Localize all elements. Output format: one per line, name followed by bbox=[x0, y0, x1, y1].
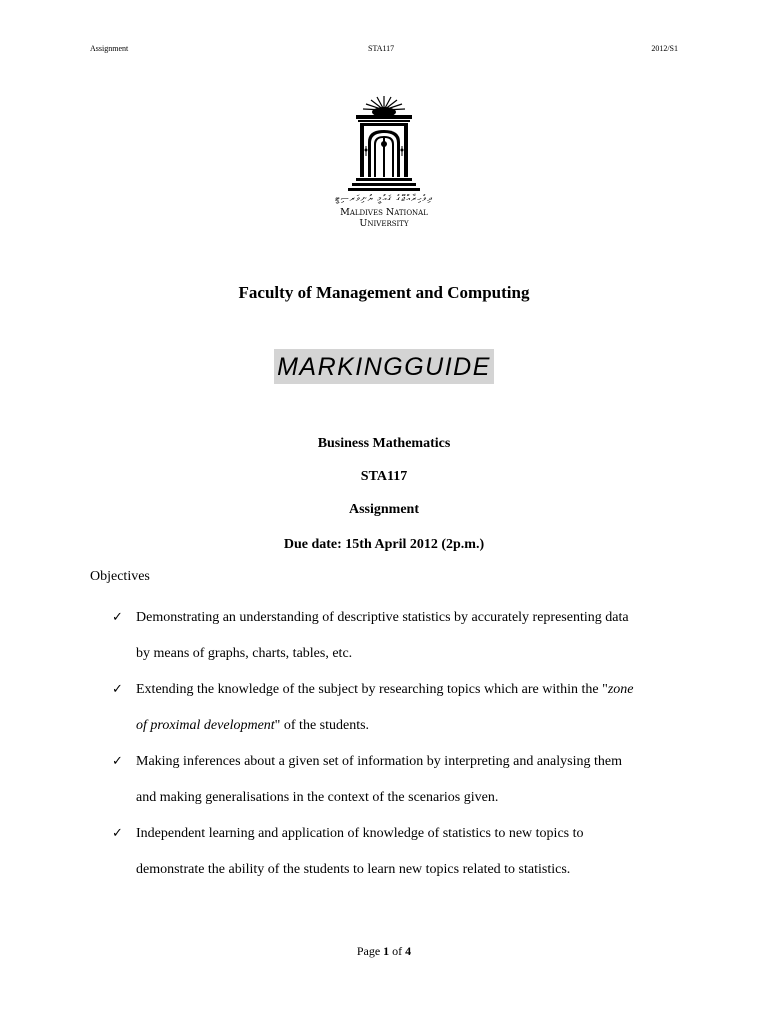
header-left: Assignment bbox=[90, 44, 129, 53]
objective-text: Extending the knowledge of the subject by researching topics which are within the " bbox=[136, 682, 608, 697]
checkmark-icon: ✓ bbox=[112, 826, 123, 841]
logo-university-name bbox=[330, 207, 438, 229]
objective-line: Independent learning and application of knowledge of statistics to new topics to bbox=[136, 826, 584, 841]
logo-dhivehi-text: ދިވެހިރާއްޖޭގެ ޤައުމީ ޔުނިވަރސިޓީ bbox=[335, 194, 433, 204]
objectives-list bbox=[112, 600, 672, 888]
objective-line: Making inferences about a given set of information by interpreting and analysing them bbox=[136, 754, 622, 769]
course-subject: Business Mathematics bbox=[317, 436, 451, 451]
objective-line: demonstrate the ability of the students to learn new topics related to statistics. bbox=[136, 862, 571, 877]
page-total: 4 bbox=[405, 944, 412, 958]
objective-line bbox=[136, 708, 672, 744]
logo-name-line2: University bbox=[359, 218, 409, 229]
objective-line bbox=[136, 672, 672, 708]
university-emblem-icon bbox=[344, 94, 424, 194]
due-date: Due date: 15th April 2012 (2p.m.) bbox=[283, 537, 485, 552]
objective-line: Demonstrating an understanding of descriptive statistics by accurately representing data bbox=[136, 610, 629, 625]
faculty-title: Faculty of Management and Computing bbox=[238, 283, 530, 302]
list-item bbox=[112, 600, 672, 672]
list-item bbox=[112, 816, 672, 888]
page-label: Page bbox=[356, 944, 381, 958]
objective-emphasis: zone bbox=[607, 682, 634, 697]
objective-text: " of the students. bbox=[274, 718, 370, 733]
university-logo bbox=[330, 94, 438, 236]
list-item bbox=[112, 672, 672, 744]
header-right: 2012/S1 bbox=[651, 44, 678, 53]
page-header bbox=[0, 44, 768, 58]
page-current: 1 bbox=[383, 944, 390, 958]
objectives-heading: Objectives bbox=[90, 569, 150, 584]
course-code: STA117 bbox=[360, 469, 408, 484]
logo-name-line1: Maldives National bbox=[340, 207, 428, 218]
objective-emphasis: of proximal development bbox=[136, 718, 275, 733]
checkmark-icon: ✓ bbox=[112, 610, 123, 625]
checkmark-icon: ✓ bbox=[112, 754, 123, 769]
marking-guide-wrapper bbox=[0, 349, 768, 384]
marking-guide-title: MARKINGGUIDE bbox=[274, 349, 494, 384]
objective-line: by means of graphs, charts, tables, etc. bbox=[136, 646, 353, 661]
objective-line: and making generalisations in the context of the scenarios given. bbox=[136, 790, 499, 805]
list-item bbox=[112, 744, 672, 816]
page-footer bbox=[0, 944, 768, 959]
course-type: Assignment bbox=[348, 502, 419, 517]
page-of-label: of bbox=[392, 944, 403, 958]
checkmark-icon: ✓ bbox=[112, 682, 123, 697]
header-center: STA117 bbox=[368, 44, 395, 53]
